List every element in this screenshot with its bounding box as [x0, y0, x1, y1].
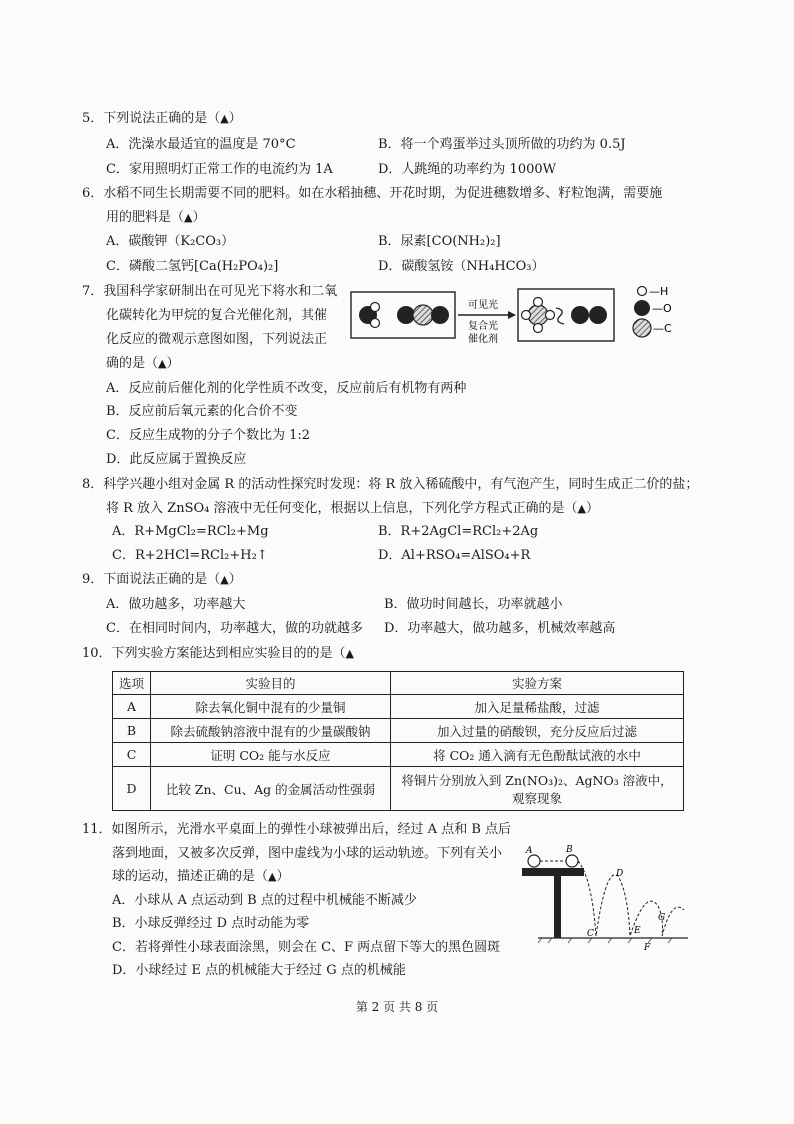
- row-goal: 证明 CO₂ 能与水反应: [151, 743, 391, 767]
- table-top: [522, 868, 584, 876]
- ball-at-b: [566, 855, 578, 867]
- q8-option-c: C．R+2HCl=RCl₂+H₂↑: [112, 548, 268, 563]
- table-leg: [554, 876, 561, 938]
- arrow-label-catalyst2: 催化剂: [468, 334, 498, 345]
- q9-option-a: A．做功越多，功率越大: [106, 597, 246, 612]
- table-row: [113, 695, 684, 719]
- table-header-row: [113, 672, 684, 695]
- q7-stem-line3: 化反应的微观示意图如图，下列说法正: [106, 332, 328, 347]
- row-plan: [391, 767, 684, 811]
- row-plan-line1: 将铜片分别放入到 Zn(NO₃)₂、AgNO₃ 溶液中，: [401, 772, 673, 788]
- legend-c: —C: [653, 322, 672, 335]
- table-row: [113, 743, 684, 767]
- q7-stem-line1: 7．我国科学家研制出在可见光下将水和二氧: [82, 284, 338, 299]
- row-goal: 除去氧化铜中混有的少量铜: [151, 695, 391, 719]
- legend-o: —O: [652, 302, 672, 315]
- q9-option-d: D．功率越大，做功越多，机械效率越高: [384, 621, 616, 636]
- row-goal: 除去硫酸钠溶液中混有的少量碳酸钠: [151, 719, 391, 743]
- q7-option-d: D．此反应属于置换反应: [106, 452, 247, 467]
- table-row: [113, 719, 684, 743]
- q6-option-c: C．磷酸二氢钙[Ca(H₂PO₄)₂]: [106, 259, 279, 274]
- q11-option-c: C．若将弹性小球表面涂黑，则会在 C、F 两点留下等大的黑色圆斑: [112, 940, 501, 955]
- row-option: A: [113, 695, 151, 719]
- q6-option-b: B．尿素[CO(NH₂)₂]: [378, 234, 501, 249]
- row-plan-line2: 观察现象: [511, 790, 562, 806]
- q7-stem-line4: 确的是（▲）: [106, 356, 180, 371]
- bouncing-ball-figure: [512, 838, 692, 952]
- q8-option-a: A．R+MgCl₂=RCl₂+Mg: [112, 524, 269, 539]
- water-molecule: [359, 303, 380, 328]
- header-plan: 实验方案: [391, 672, 684, 695]
- row-option: C: [113, 743, 151, 767]
- methane-molecule: [522, 298, 555, 333]
- q5-option-b: B．将一个鸡蛋举过头顶所做的功约为 0.5J: [378, 137, 626, 152]
- q7-stem-line2: 化碳转化为甲烷的复合光催化剂，其催: [106, 308, 328, 323]
- q11-stem-line2: 落到地面，又被多次反弹，图中虚线为小球的运动轨迹。下列有关小: [112, 846, 503, 861]
- q6-option-a: A．碳酸钾（K₂CO₃）: [106, 234, 235, 249]
- q6-stem-line2: 用的肥料是（▲）: [106, 210, 206, 225]
- q9-stem: 9．下面说法正确的是（▲）: [82, 572, 242, 587]
- label-a: A: [526, 846, 533, 856]
- q7-option-c: C．反应生成物的分子个数比为 1:2: [106, 428, 311, 443]
- arrow-label-light: 可见光: [468, 300, 498, 311]
- q8-option-b: B．R+2AgCl=RCl₂+2Ag: [378, 524, 539, 539]
- label-d: D: [616, 869, 624, 879]
- q9-option-b: B．做功时间越长，功率就越小: [384, 597, 563, 612]
- legend-h: —H: [649, 285, 669, 298]
- experiment-table: [112, 671, 684, 811]
- atom-legend: [633, 285, 672, 337]
- table-row: [113, 767, 684, 811]
- q11-option-a: A．小球从 A 点运动到 B 点的过程中机械能不断减少: [112, 893, 417, 908]
- row-option: D: [113, 767, 151, 811]
- row-goal: 比较 Zn、Cu、Ag 的金属活动性强弱: [151, 767, 391, 811]
- q8-stem-line1: 8．科学兴趣小组对金属 R 的活动性探究时发现：将 R 放入稀硫酸中，有气泡产生，同时生成正二价的盐；: [82, 477, 699, 492]
- label-c: C: [587, 929, 594, 939]
- ball-at-a: [528, 855, 540, 867]
- q11-option-b: B．小球反弹经过 D 点时动能为零: [112, 916, 310, 931]
- q9-option-c: C．在相同时间内，功率越大，做的功就越多: [106, 621, 363, 636]
- q7-option-b: B．反应前后氧元素的化合价不变: [106, 404, 298, 419]
- q5-option-c: C．家用照明灯正常工作的电流约为 1A: [106, 162, 333, 177]
- label-f: F: [644, 943, 651, 952]
- row-plan: 加入过量的硝酸钡，充分反应后过滤: [391, 719, 684, 743]
- q5-option-d: D．人跳绳的功率约为 1000W: [378, 162, 557, 177]
- page-footer: 第 2 页 共 8 页: [355, 1000, 439, 1014]
- q8-option-d: D．Al+RSO₄=AlSO₄+R: [378, 548, 531, 563]
- header-goal: 实验目的: [151, 672, 391, 695]
- arrow-label-catalyst1: 复合光: [468, 321, 498, 332]
- reaction-diagram: [348, 282, 688, 348]
- label-g: G: [658, 913, 666, 923]
- trajectory-path: [578, 861, 684, 936]
- row-option: B: [113, 719, 151, 743]
- oxygen-molecule: [571, 306, 607, 324]
- q6-stem-line1: 6．水稻不同生长期需要不同的肥料。如在水稻抽穗、开花时期，为促进穗数增多、籽粒饱满，需要施: [82, 186, 663, 201]
- q11-option-d: D．小球经过 E 点的机械能大于经过 G 点的机械能: [112, 963, 406, 978]
- q11-stem-line3: 球的运动，描述正确的是（▲）: [112, 869, 290, 884]
- q5-stem: 5．下列说法正确的是（▲）: [82, 111, 242, 126]
- q11-stem-line1: 11．如图所示，光滑水平桌面上的弹性小球被弹出后，经过 A 点和 B 点后: [82, 822, 512, 837]
- header-option: 选项: [113, 672, 151, 695]
- q5-option-a: A．洗澡水最适宜的温度是 70°C: [106, 137, 296, 152]
- label-b: B: [566, 845, 573, 855]
- q6-option-d: D．碳酸氢铵（NH₄HCO₃）: [378, 259, 545, 274]
- label-e: E: [634, 926, 641, 936]
- co2-molecule: [397, 305, 449, 325]
- q10-stem: 10．下列实验方案能达到相应实验目的的是（▲: [82, 646, 355, 661]
- row-plan: 将 CO₂ 通入滴有无色酚酞试液的水中: [391, 743, 684, 767]
- q8-stem-line2: 将 R 放入 ZnSO₄ 溶液中无任何变化，根据以上信息，下列化学方程式正确的是（▲）: [106, 501, 599, 516]
- q7-option-a: A．反应前后催化剂的化学性质不改变，反应前后有机物有两种: [106, 381, 467, 396]
- row-plan: 加入足量稀盐酸，过滤: [391, 695, 684, 719]
